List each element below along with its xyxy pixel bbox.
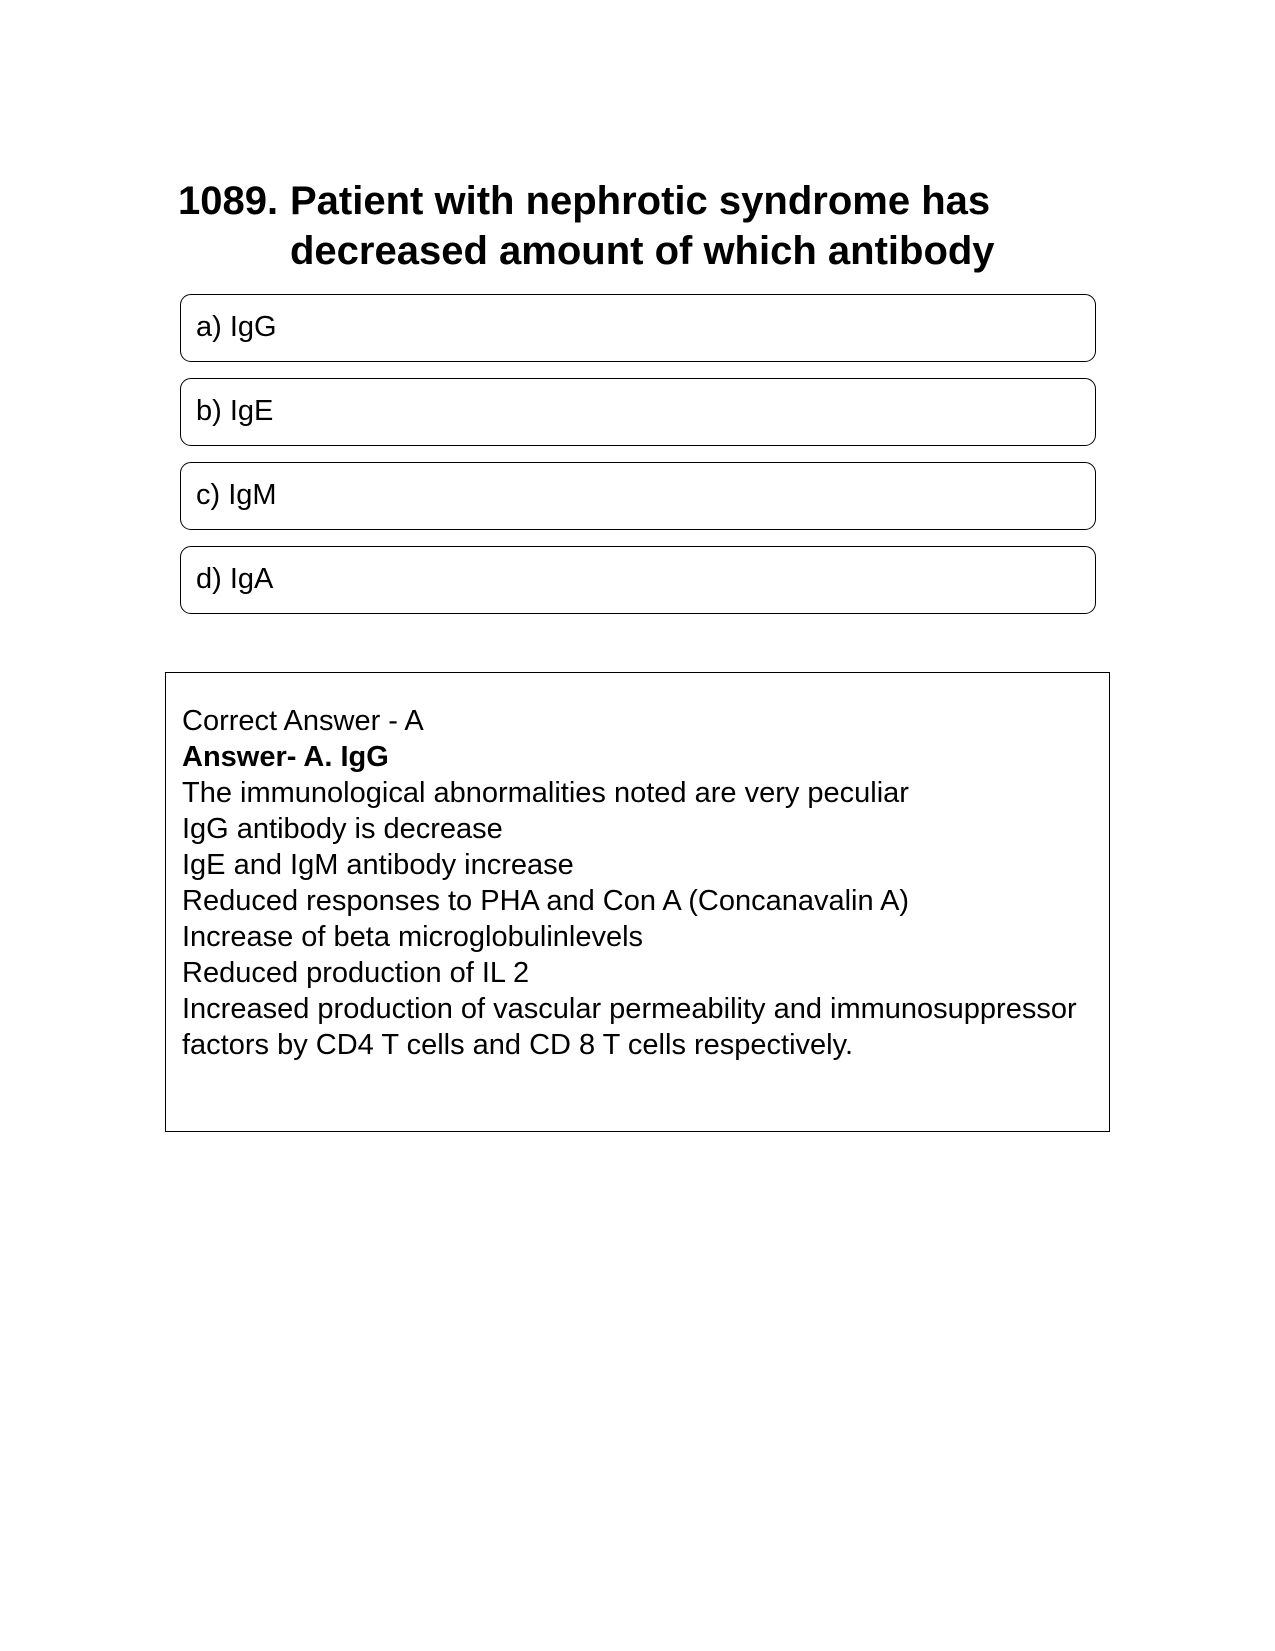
option-c[interactable]: c) IgM [180,462,1096,530]
explanation-line-5: Increase of beta microglobulinlevels [182,921,644,953]
question-number: 1089. [178,179,279,223]
options-list [180,294,1096,630]
question-heading [178,176,1098,276]
explanation-line-3: IgE and IgM antibody increase [182,849,574,881]
explanation-line-4: Reduced responses to PHA and Con A (Concanavalin A) [182,885,910,917]
option-a[interactable]: a) IgG [180,294,1096,362]
explanation-line-1: The immunological abnormalities noted are very peculiar [182,777,909,809]
explanation-line-6: Reduced production of IL 2 [182,957,530,989]
answer-explanation-box [165,672,1110,1132]
question-text: Patient with nephrotic syndrome has decreased amount of which antibody [290,179,995,273]
explanation-line-2: IgG antibody is decrease [182,813,503,845]
answer-heading: Answer- A. IgG [182,741,389,773]
option-b[interactable]: b) IgE [180,378,1096,446]
correct-answer-line: Correct Answer - A [182,705,424,737]
explanation-line-7: Increased production of vascular permeability and immunosuppressor factors by CD4 T cells and CD 8 T cells respectively. [182,993,1077,1061]
option-d[interactable]: d) IgA [180,546,1096,614]
